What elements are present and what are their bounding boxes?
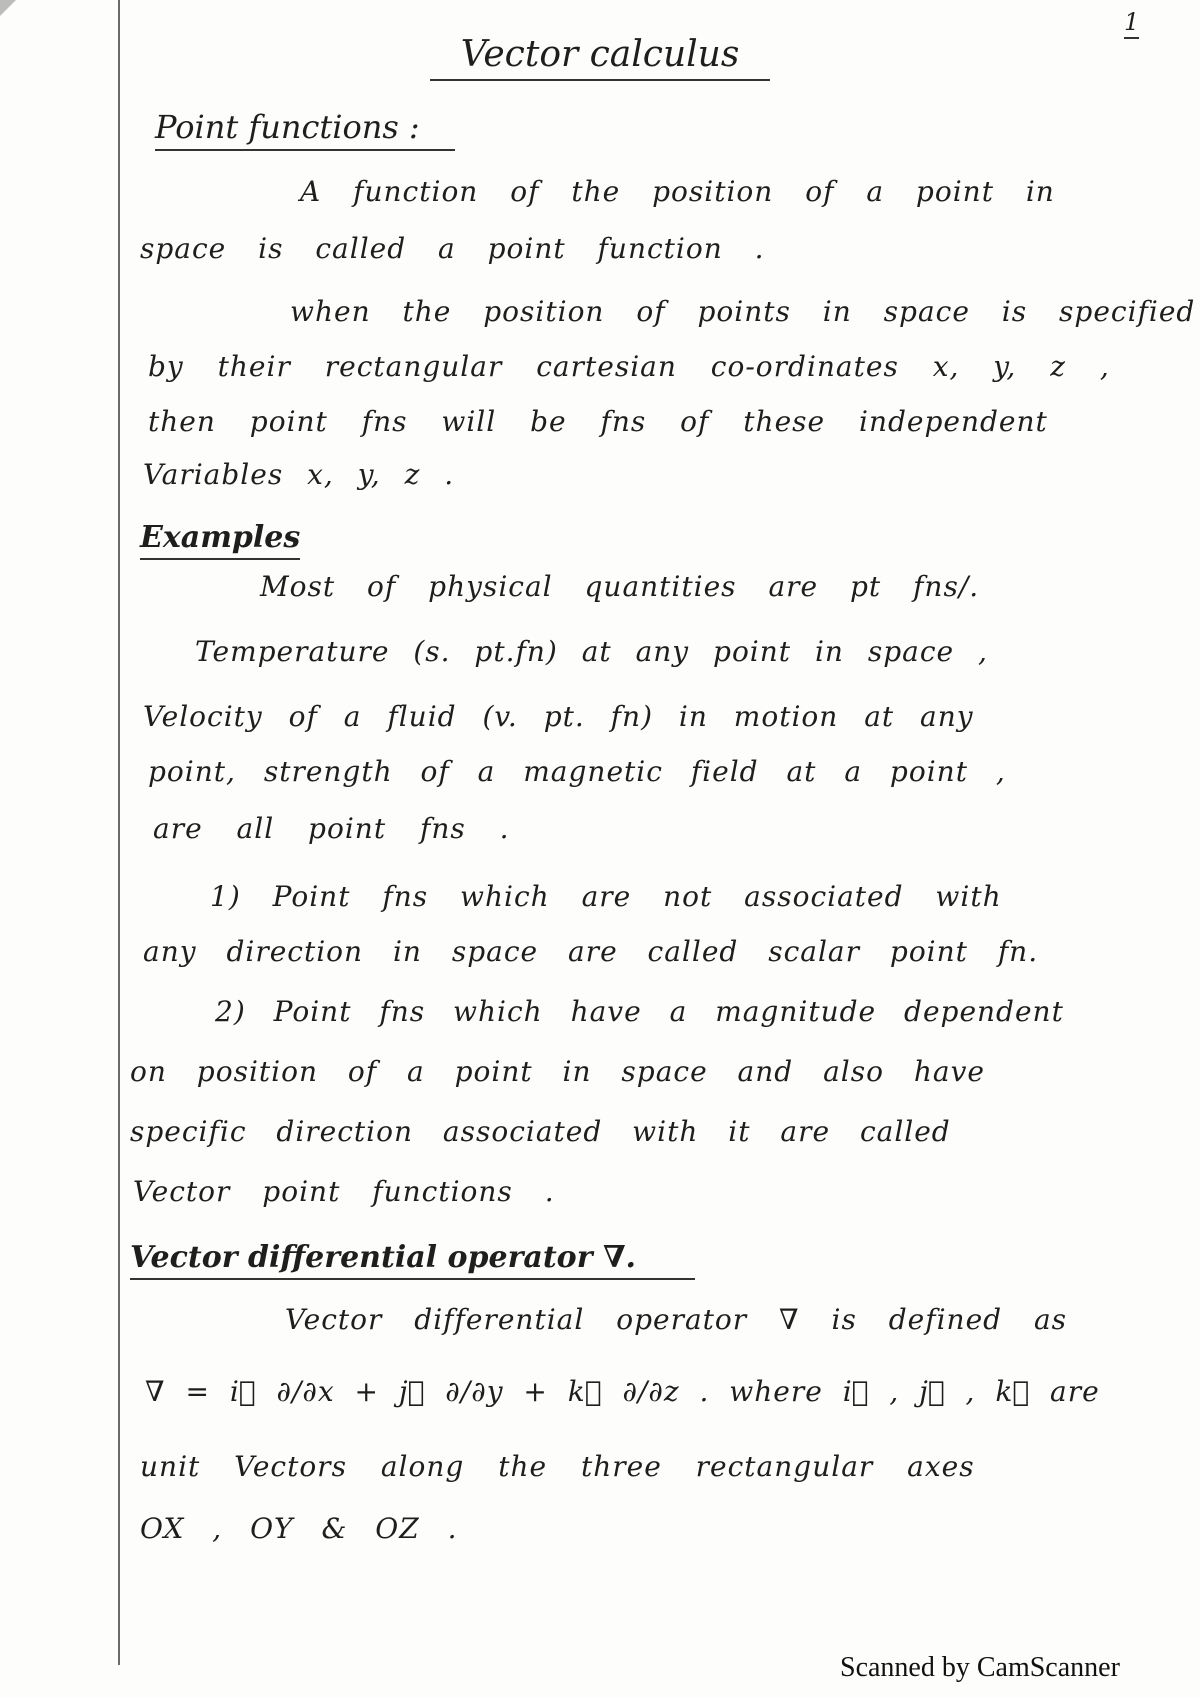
text-line: when the position of points in space is specified — [290, 295, 1196, 328]
text-line: unit Vectors along the three rectangular axes — [140, 1450, 975, 1483]
scanner-watermark: Scanned by CamScanner — [840, 1652, 1120, 1683]
text-line: 1) Point fns which are not associated with — [210, 880, 1002, 913]
text-line: Vector point functions . — [133, 1175, 555, 1208]
formula-line: ∇ = i⃗ ∂/∂x + j⃗ ∂/∂y + k⃗ ∂/∂z . where i⃗ , j⃗ , k⃗ are — [145, 1375, 1100, 1408]
text-line: A function of the position of a point in — [300, 175, 1055, 208]
text-line: by their rectangular cartesian co-ordinates x, y, z , — [148, 350, 1110, 383]
text-line: then point fns will be fns of these independent — [148, 405, 1048, 438]
text-line: on position of a point in space and also have — [130, 1055, 985, 1088]
section-heading-point-functions: Point functions : — [155, 108, 455, 151]
margin-line — [118, 0, 120, 1665]
text-line: any direction in space are called scalar point fn. — [143, 935, 1039, 968]
text-line: Velocity of a fluid (v. pt. fn) in motion at any — [143, 700, 974, 733]
text-line: OX , OY & OZ . — [140, 1512, 458, 1545]
text-line: Most of physical quantities are pt fns/. — [260, 570, 980, 603]
section-heading-vector-operator: Vector differential operator ∇. — [130, 1240, 695, 1280]
page-corner-fold — [0, 0, 16, 16]
text-line: 2) Point fns which have a magnitude dependent — [215, 995, 1064, 1028]
text-line: specific direction associated with it are called — [130, 1115, 951, 1148]
page-number: 1 — [1124, 8, 1139, 39]
text-line: Variables x, y, z . — [143, 458, 455, 491]
page-title: Vector calculus — [430, 34, 770, 81]
section-heading-examples: Examples — [140, 520, 300, 560]
text-line: point, strength of a magnetic field at a point , — [148, 755, 1006, 788]
text-line: Vector differential operator ∇ is defined as — [285, 1303, 1068, 1336]
text-line: Temperature (s. pt.fn) at any point in space , — [195, 635, 988, 668]
text-line: space is called a point function . — [140, 232, 765, 265]
text-line: are all point fns . — [153, 812, 510, 845]
